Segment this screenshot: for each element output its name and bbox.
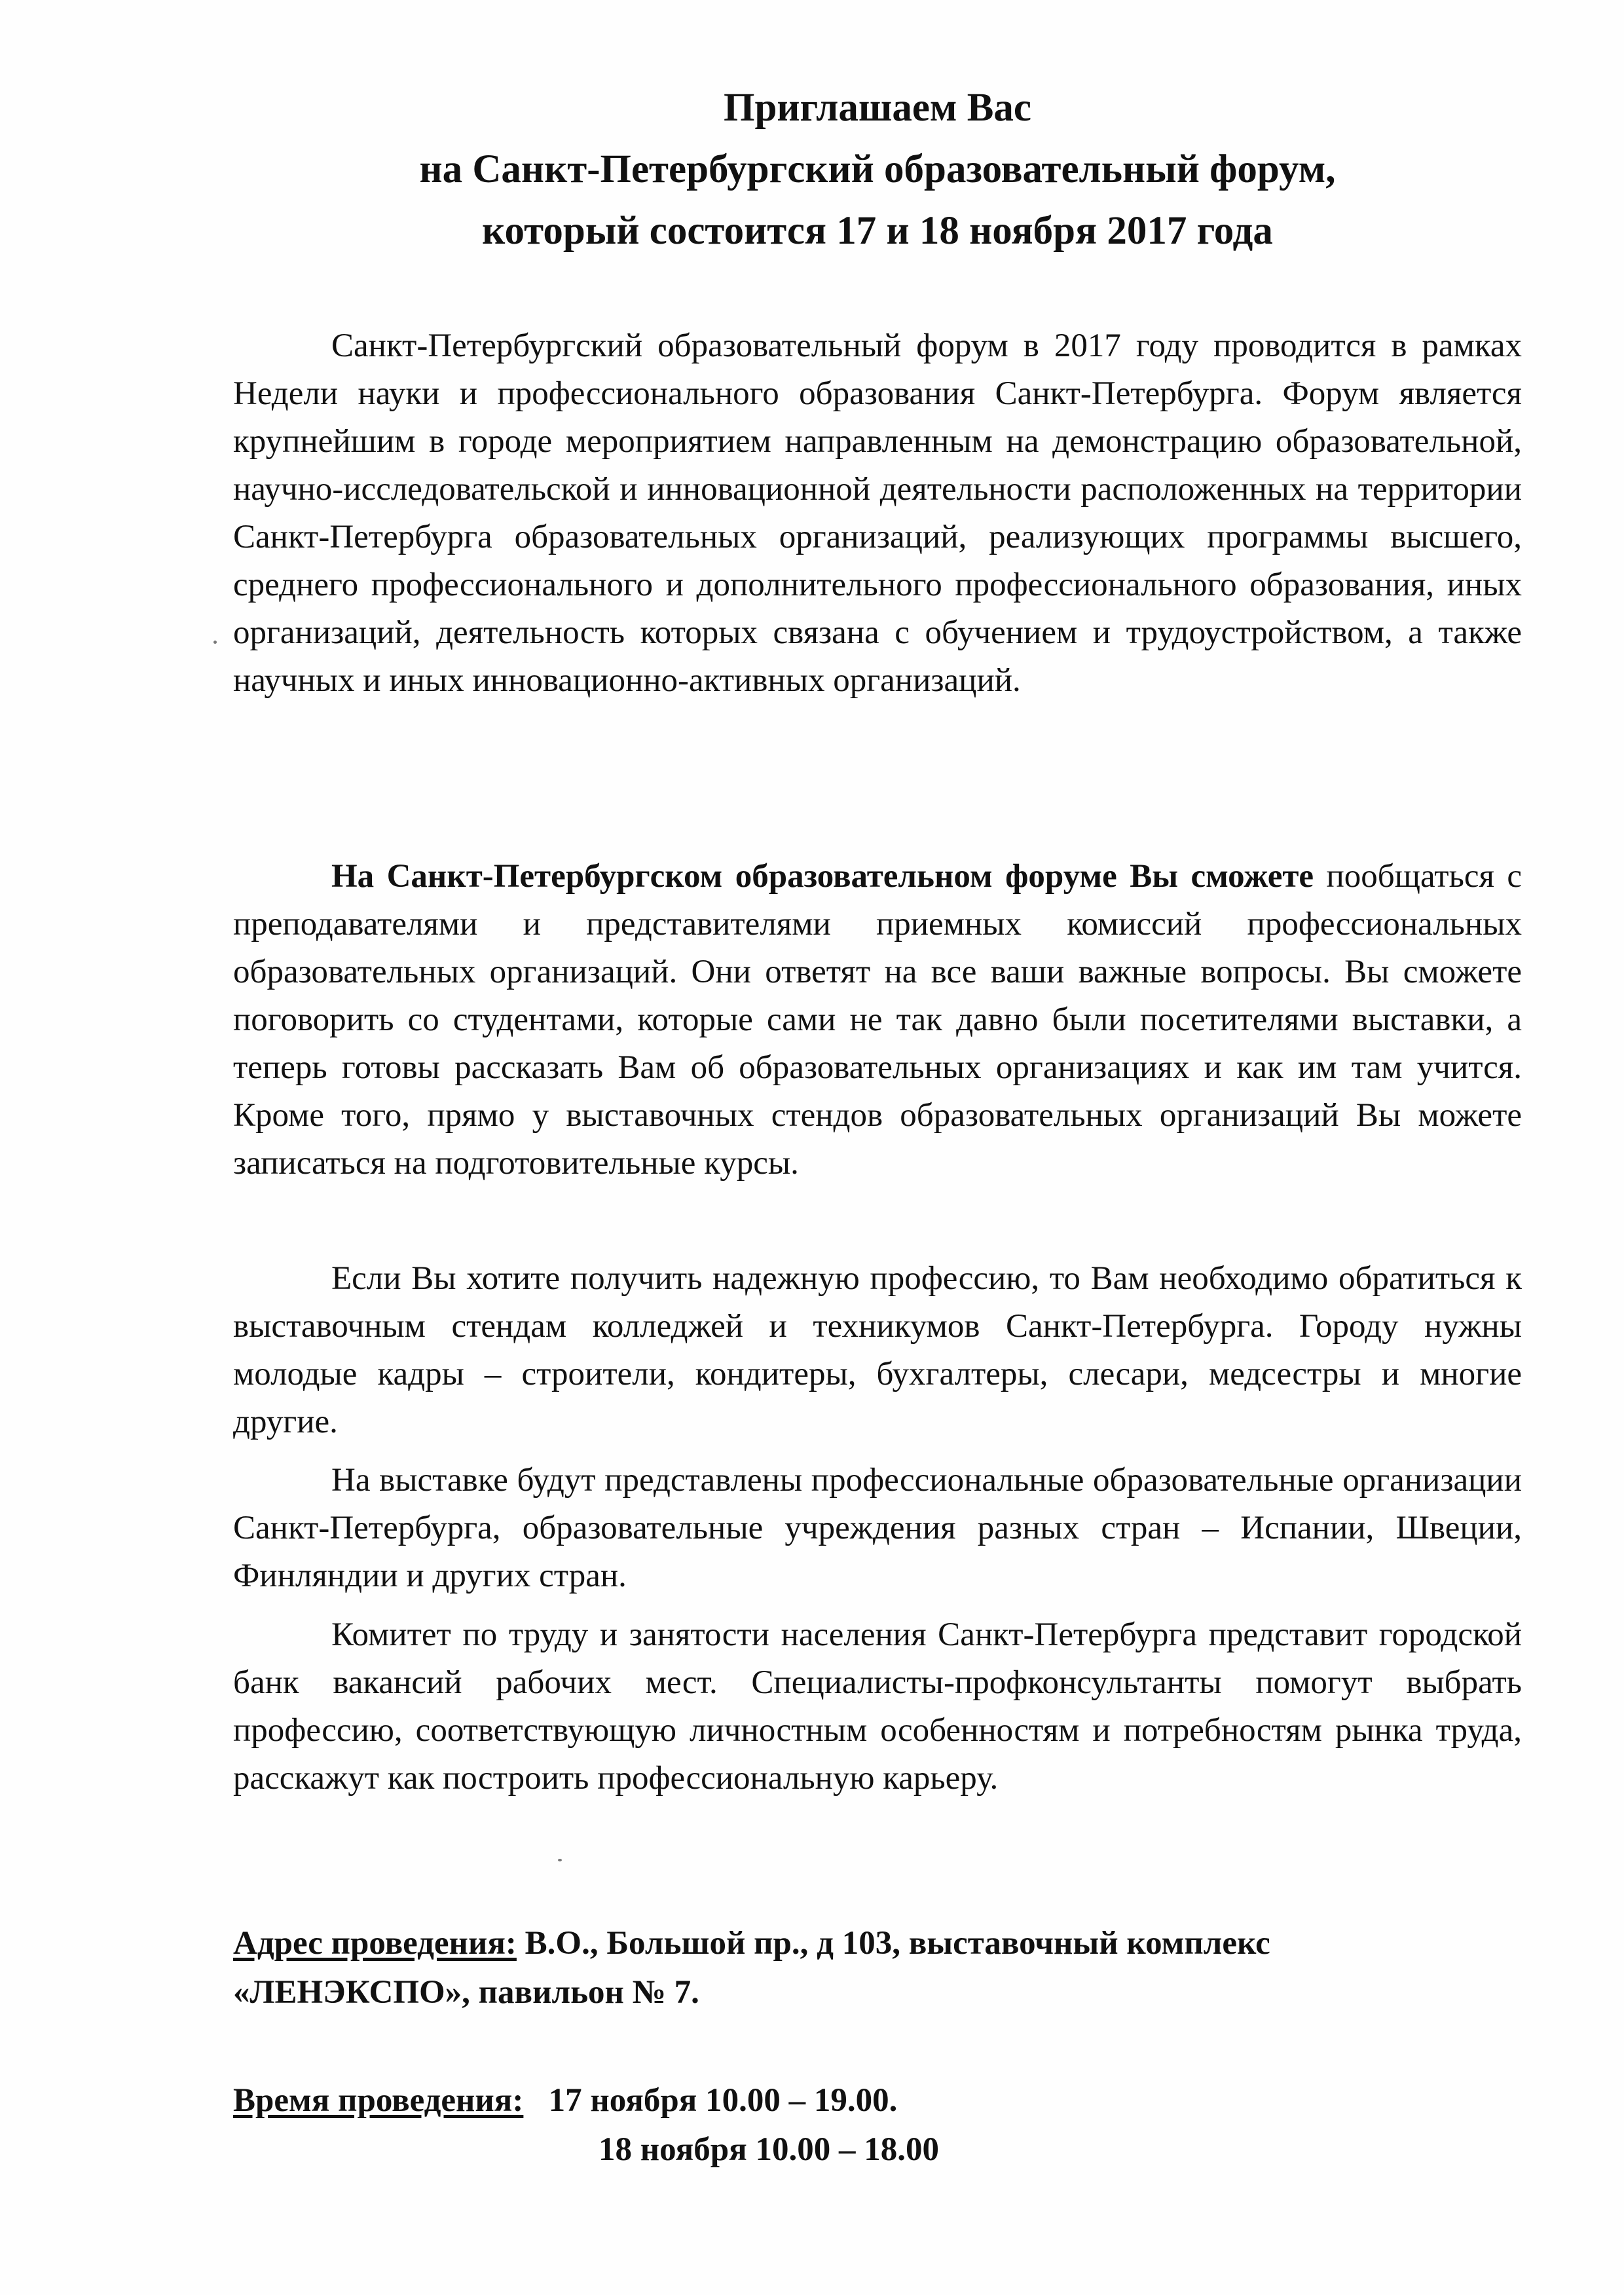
venue-address — [233, 1919, 1522, 2017]
title-line-2: на Санкт-Петербургский образовательный форум, — [419, 147, 1336, 191]
address-label: Адрес проведения: — [233, 1925, 517, 1962]
opportunities-paragraph — [233, 853, 1522, 1187]
opportunities-lead: На Санкт-Петербургском образовательном форуме Вы сможете — [331, 858, 1314, 895]
address-line-1: В.О., Большой пр., д 103, выставочный комплекс — [516, 1925, 1270, 1962]
schedule-label: Время проведения: — [233, 2082, 524, 2119]
exhibitors-text: На выставке будут представлены профессиональные образовательные организации Санкт-Петербурга, образовательные учреждения разных стран – Испании, Швеции, Финляндии и других стран. — [233, 1462, 1522, 1594]
exhibitors-paragraph — [233, 1457, 1522, 1600]
profession-text: Если Вы хотите получить надежную профессию, то Вам необходимо обратиться к выставочным стендам колледжей и техникумов Санкт-Петербурга. Городу нужны молодые кадры – строители, кондитеры, бухгалтеры, слесари, медсестры и многие другие. — [233, 1260, 1522, 1440]
committee-text: Комитет по труду и занятости населения Санкт-Петербурга представит городской банк вакансий рабочих мест. Специалисты-профконсультанты помогут выбрать профессию, соответствующую личностным особенностям и потребностям рынка труда, расскажут как построить профессиональную карьеру. — [233, 1616, 1522, 1797]
intro-paragraph — [233, 322, 1522, 705]
committee-paragraph — [233, 1611, 1522, 1802]
title-line-1: Приглашаем Вас — [724, 86, 1031, 130]
title-line-3: который состоится 17 и 18 ноября 2017 года — [482, 209, 1273, 253]
scan-speck — [558, 1859, 562, 1861]
invitation-title — [236, 77, 1519, 262]
scan-speck — [213, 641, 217, 644]
opportunities-text: пообщаться с преподавателями и представителями приемных комиссий профессиональных образовательных организаций. Они ответят на все ваши важные вопросы. Вы сможете поговорить со студентами, которые сами не так давно были посетителями выставки, а теперь готовы рассказать Вам об образовательных организациях и как им там учится. Кроме того, прямо у выставочных стендов образовательных организаций Вы можете записаться на подготовительные курсы. — [233, 858, 1522, 1182]
intro-text: Санкт-Петербургский образовательный форум в 2017 году проводится в рамках Недели науки и профессионального образования Санкт-Петербурга. Форум является крупнейшим в городе мероприятием направленным на демонстрацию образовательной, научно-исследовательской и инновационной деятельности расположенных на территории Санкт-Петербурга образовательных организаций, реализующих программы высшего, среднего профессионального и дополнительного профессионального образования, иных организаций, деятельность которых связана с обучением и трудоустройством, а также научных и иных инновационно-активных организаций. — [233, 327, 1522, 699]
address-line-2: «ЛЕНЭКСПО», павильон № 7. — [233, 1974, 699, 2011]
schedule-day-2: 18 ноября 10.00 – 18.00 — [599, 2131, 939, 2168]
event-schedule — [233, 2076, 939, 2174]
schedule-day-1: 17 ноября 10.00 – 19.00. — [548, 2082, 898, 2119]
profession-paragraph — [233, 1255, 1522, 1446]
